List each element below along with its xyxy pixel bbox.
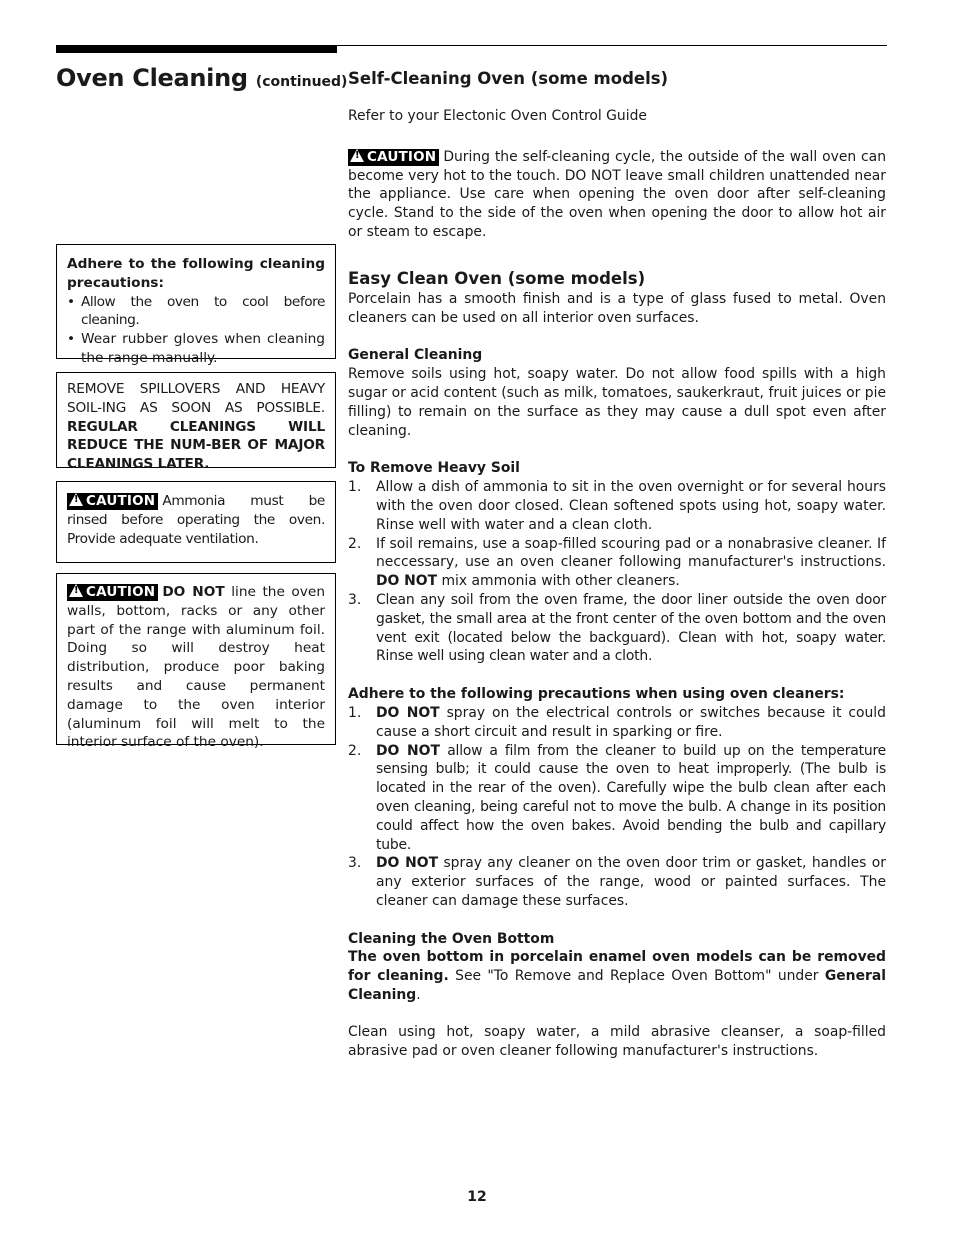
step-text: If soil remains, use a soap-filled scouring pad or a nonabrasive cleaner. If neccessary, use an oven cleaner following manufacturer's instructions. [376, 535, 886, 571]
cleaning-precautions-box [56, 244, 336, 366]
step-bold-text: DO NOT [376, 855, 439, 872]
oven-bottom-bold: The oven bottom in porcelain enamel oven models can be removed for cleaning. [348, 949, 886, 985]
main-content [348, 68, 886, 1060]
general-cleaning-text: Remove soils using hot, soapy water. Do not allow food spills with a high sugar or acid content (such as milk, tomatoes, saukerkraut, fruit juices or pie filling) to remain on the surface as they may cause a dull spot even after cleaning. [348, 366, 886, 439]
list-item: • Wear rubber gloves when cleaning the range manually. [67, 330, 325, 368]
header-thick-rule [56, 45, 337, 53]
spillovers-text: REMOVE SPILLOVERS AND HEAVY SOIL-ING AS SOON AS POSSIBLE. [67, 381, 325, 416]
self-cleaning-refer: Refer to your Electonic Oven Control Guide [348, 108, 647, 124]
step-text-end: mix ammonia with other cleaners. [441, 573, 680, 590]
page-title [56, 64, 347, 92]
easy-clean-heading: Easy Clean Oven (some models) [348, 268, 646, 288]
list-item [348, 591, 886, 666]
header-thin-rule [337, 45, 887, 46]
oven-bottom-ref: General Cleaning [348, 968, 886, 1004]
caution-badge [67, 493, 158, 510]
list-item: • Allow the oven to cool before cleaning. [67, 293, 325, 331]
foil-caution-text: line the oven walls, bottom, racks or any other part of the range with aluminum foil. Doing so will destroy heat distribution, produce poor baking results and cause permanent damage to the oven interior (aluminum foil will melt to the interior surface of the oven). [67, 584, 325, 751]
foil-do-not: DO NOT [162, 584, 225, 600]
oven-bottom-heading: Cleaning the Oven Bottom [348, 930, 555, 947]
self-cleaning-caution-text: During the self-cleaning cycle, the outside of the wall oven can become very hot to the touch. DO NOT leave small children unattended near the appliance. Use care when opening the oven door after self-cleaning cycle. Stand to the side of the oven when opening the door to allow hot air or steam to escape. [348, 148, 886, 240]
step-number: 2. [348, 535, 362, 552]
list-item [348, 535, 886, 591]
caution-label: CAUTION [367, 148, 437, 165]
self-cleaning-caution [348, 148, 886, 242]
sidebar [56, 244, 336, 751]
page-title-text: Oven Cleaning [56, 64, 248, 92]
step-bold-text: DO NOT [376, 573, 438, 590]
step-text: Allow a dish of ammonia to sit in the oven overnight or for several hours with the oven door closed. Clean softened spots using hot, soapy water. Rinse well with water and a clean cloth. [376, 479, 886, 533]
oven-cleaner-precautions-heading: Adhere to the following precautions when using oven cleaners: [348, 686, 845, 703]
step-text: spray on the electrical controls or switches because it could cause a short circuit and result in sparking or fire. [376, 704, 886, 740]
step-number: 1. [348, 479, 362, 496]
oven-bottom-text [348, 948, 886, 1004]
step-text: Clean any soil from the oven frame, the door liner outside the oven door gasket, the small area at the front center of the oven bottom and the oven vent exit (located below the backguard). Clean with hot, soapy water. Rinse well using clean water and a cloth. [376, 591, 886, 665]
step-number: 3. [348, 855, 362, 872]
precautions-heading: Adhere to the following cleaning precautions: [67, 256, 325, 291]
warning-triangle-icon [69, 493, 83, 506]
ammonia-caution-box [56, 481, 336, 563]
step-text: spray any cleaner on the oven door trim or gasket, handles or any exterior surfaces of the range, wood or painted surfaces. The cleaner can damage these surfaces. [376, 855, 886, 909]
caution-badge [67, 584, 158, 601]
precautions-list [67, 293, 325, 368]
list-item [348, 704, 886, 742]
oven-bottom-ref-text: See "To Remove and Replace Oven Bottom" under [455, 968, 819, 985]
step-number: 3. [348, 591, 362, 608]
general-cleaning-heading: General Cleaning [348, 347, 483, 364]
oven-bottom-para2: Clean using hot, soapy water, a mild abrasive cleanser, a soap-filled abrasive pad or oven cleaner following manufacturer's instructions. [348, 1023, 886, 1059]
easy-clean-intro: Porcelain has a smooth finish and is a type of glass fused to metal. Oven cleaners can be used on all interior oven surfaces. [348, 290, 886, 326]
step-number: 1. [348, 704, 362, 721]
caution-badge [348, 149, 439, 166]
warning-triangle-icon [350, 149, 364, 162]
foil-caution-box [56, 573, 336, 751]
list-item [348, 854, 886, 910]
ammonia-caution-text: Ammonia must be rinsed before operating the oven. Provide adequate ventilation. [67, 493, 325, 547]
caution-label: CAUTION [86, 493, 156, 509]
step-bold-text: DO NOT [376, 704, 440, 721]
list-item [348, 742, 886, 855]
self-cleaning-heading: Self-Cleaning Oven (some models) [348, 69, 669, 88]
oven-cleaner-precautions-steps [348, 704, 886, 911]
list-item [348, 478, 886, 534]
spillovers-notice-box [56, 372, 336, 473]
step-bold-text: DO NOT [376, 742, 440, 759]
page-title-continued: (continued) [255, 74, 348, 90]
caution-label: CAUTION [86, 584, 156, 600]
heavy-soil-heading: To Remove Heavy Soil [348, 460, 520, 477]
step-text: allow a film from the cleaner to build up on the temperature sensing bulb; it could cause the oven to heat improperly. (The bulb is located in the rear of the oven). Carefully wipe the bulb clean after each oven cleaning, being careful not to move the bulb. A change in its position could affect how the oven bakes. Avoid bending the bulb and capillary tube. [376, 742, 886, 853]
spillovers-bold-text: REGULAR CLEANINGS WILL REDUCE THE NUM-BER OF MAJOR CLEANINGS LATER. [67, 418, 325, 473]
warning-triangle-icon [69, 584, 83, 597]
oven-bottom-end: . [416, 987, 421, 1004]
heavy-soil-steps [348, 478, 886, 666]
step-number: 2. [348, 742, 362, 759]
page-number: 12 [467, 1189, 487, 1205]
